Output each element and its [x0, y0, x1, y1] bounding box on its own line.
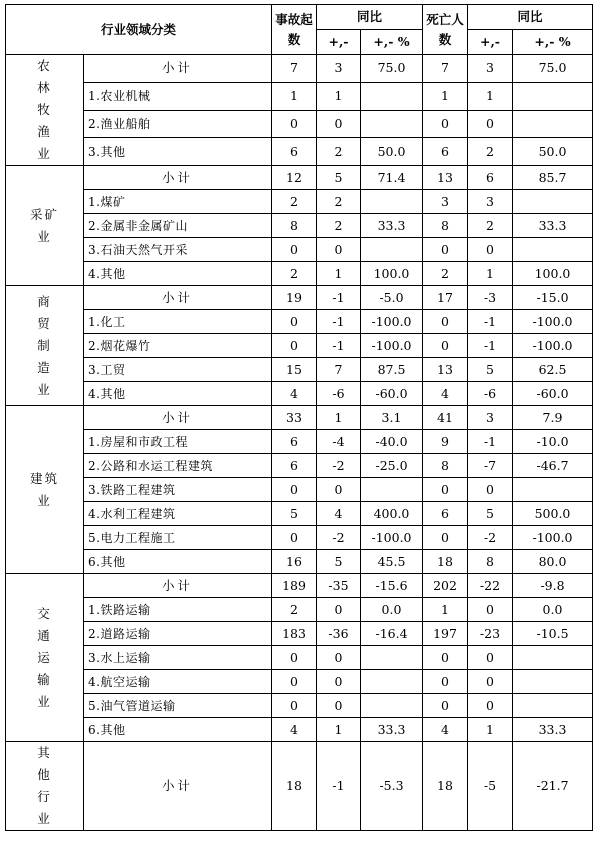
deaths-change-pct-cell: -10.5: [513, 622, 593, 646]
table-row: [6, 214, 593, 238]
deaths-change-cell: -3: [468, 286, 513, 310]
header-accidents: 事故起数: [272, 5, 317, 55]
subtotal-row: [6, 286, 593, 310]
deaths-cell: 8: [423, 454, 468, 478]
accidents-change-pct-cell: 100.0: [361, 262, 423, 286]
accidents-change-cell: -1: [317, 310, 361, 334]
deaths-change-pct-cell: [513, 670, 593, 694]
deaths-change-pct-cell: 33.3: [513, 718, 593, 742]
accidents-cell: 15: [272, 358, 317, 382]
deaths-change-pct-cell: -15.0: [513, 286, 593, 310]
subtotal-label: 小计: [84, 574, 272, 598]
subcategory-label: 2.烟花爆竹: [84, 334, 272, 358]
accidents-cell: 16: [272, 550, 317, 574]
deaths-change-pct-cell: [513, 238, 593, 262]
category-label: [6, 166, 84, 286]
deaths-cell: 6: [423, 138, 468, 166]
deaths-cell: 0: [423, 646, 468, 670]
deaths-change-pct-cell: [513, 82, 593, 110]
header-category: 行业领域分类: [6, 5, 272, 55]
accidents-change-pct-cell: [361, 478, 423, 502]
accidents-change-pct-cell: [361, 238, 423, 262]
deaths-change-pct-cell: -100.0: [513, 334, 593, 358]
deaths-cell: 0: [423, 310, 468, 334]
category-label-text: 交通运输业: [37, 605, 52, 709]
subcategory-label: 1.房屋和市政工程: [84, 430, 272, 454]
subcategory-label: 5.油气管道运输: [84, 694, 272, 718]
accidents-cell: 183: [272, 622, 317, 646]
accidents-change-cell: 2: [317, 138, 361, 166]
deaths-change-pct-cell: -60.0: [513, 382, 593, 406]
table-row: [6, 358, 593, 382]
accidents-change-cell: -2: [317, 454, 361, 478]
accidents-change-cell: 5: [317, 550, 361, 574]
subtotal-label: 小计: [84, 286, 272, 310]
deaths-change-pct-cell: [513, 646, 593, 670]
deaths-change-cell: -1: [468, 430, 513, 454]
table-row: [6, 190, 593, 214]
deaths-cell: 2: [423, 262, 468, 286]
subcategory-label: 6.其他: [84, 550, 272, 574]
accidents-cell: 189: [272, 574, 317, 598]
deaths-change-cell: 0: [468, 598, 513, 622]
accidents-cell: 2: [272, 598, 317, 622]
subcategory-label: 1.化工: [84, 310, 272, 334]
subtotal-row: [6, 742, 593, 831]
accidents-change-pct-cell: -15.6: [361, 574, 423, 598]
subcategory-label: 4.其他: [84, 382, 272, 406]
deaths-change-cell: -23: [468, 622, 513, 646]
accidents-change-pct-cell: 75.0: [361, 55, 423, 83]
subcategory-label: 4.水利工程建筑: [84, 502, 272, 526]
accidents-cell: 7: [272, 55, 317, 83]
accidents-change-cell: -1: [317, 286, 361, 310]
deaths-change-pct-cell: 500.0: [513, 502, 593, 526]
subcategory-label: 2.道路运输: [84, 622, 272, 646]
deaths-cell: 0: [423, 110, 468, 138]
accidents-cell: 6: [272, 454, 317, 478]
accidents-change-cell: -35: [317, 574, 361, 598]
deaths-change-cell: 0: [468, 670, 513, 694]
accidents-change-pct-cell: 45.5: [361, 550, 423, 574]
deaths-change-cell: -7: [468, 454, 513, 478]
deaths-change-cell: -1: [468, 310, 513, 334]
subtotal-row: [6, 55, 593, 83]
accidents-change-cell: 0: [317, 694, 361, 718]
subcategory-label: 2.金属非金属矿山: [84, 214, 272, 238]
accidents-change-cell: 5: [317, 166, 361, 190]
deaths-change-cell: 0: [468, 238, 513, 262]
accidents-cell: 5: [272, 502, 317, 526]
accidents-cell: 0: [272, 110, 317, 138]
deaths-change-cell: 6: [468, 166, 513, 190]
accidents-change-cell: -1: [317, 334, 361, 358]
deaths-change-pct-cell: -100.0: [513, 310, 593, 334]
table-row: [6, 622, 593, 646]
accidents-change-cell: 4: [317, 502, 361, 526]
table-row: [6, 382, 593, 406]
table-row: [6, 670, 593, 694]
deaths-cell: 0: [423, 238, 468, 262]
accidents-cell: 18: [272, 742, 317, 831]
header-deaths-yoy: 同比: [468, 5, 593, 30]
deaths-change-pct-cell: 62.5: [513, 358, 593, 382]
table-row: [6, 138, 593, 166]
subcategory-label: 1.农业机械: [84, 82, 272, 110]
subcategory-label: 3.工贸: [84, 358, 272, 382]
table-row: [6, 718, 593, 742]
deaths-change-cell: 3: [468, 406, 513, 430]
header-row-1: [6, 5, 593, 30]
deaths-change-pct-cell: 50.0: [513, 138, 593, 166]
category-label: [6, 406, 84, 574]
accidents-change-cell: 0: [317, 598, 361, 622]
accidents-change-cell: 3: [317, 55, 361, 83]
deaths-change-pct-cell: [513, 110, 593, 138]
category-label: [6, 286, 84, 406]
deaths-change-cell: 1: [468, 262, 513, 286]
deaths-cell: 13: [423, 358, 468, 382]
category-label-text: 农林牧渔业: [37, 58, 52, 161]
deaths-cell: 8: [423, 214, 468, 238]
deaths-change-pct-cell: 33.3: [513, 214, 593, 238]
deaths-cell: 3: [423, 190, 468, 214]
accidents-change-pct-cell: 50.0: [361, 138, 423, 166]
deaths-change-cell: -5: [468, 742, 513, 831]
deaths-change-pct-cell: [513, 190, 593, 214]
category-label: [6, 742, 84, 831]
accidents-cell: 0: [272, 334, 317, 358]
deaths-change-cell: 1: [468, 718, 513, 742]
deaths-change-cell: 3: [468, 55, 513, 83]
accidents-change-cell: 1: [317, 82, 361, 110]
accidents-cell: 6: [272, 430, 317, 454]
header-deaths-change: +,-: [468, 30, 513, 55]
subcategory-label: 2.渔业船舶: [84, 110, 272, 138]
accidents-cell: 19: [272, 286, 317, 310]
subtotal-label: 小计: [84, 166, 272, 190]
accidents-change-pct-cell: [361, 694, 423, 718]
accidents-change-pct-cell: -5.0: [361, 286, 423, 310]
accidents-change-cell: 1: [317, 262, 361, 286]
accidents-change-pct-cell: 33.3: [361, 214, 423, 238]
deaths-change-cell: -1: [468, 334, 513, 358]
accidents-change-cell: 0: [317, 478, 361, 502]
table-row: [6, 502, 593, 526]
deaths-cell: 0: [423, 694, 468, 718]
subcategory-label: 1.煤矿: [84, 190, 272, 214]
subtotal-row: [6, 406, 593, 430]
accidents-change-pct-cell: -60.0: [361, 382, 423, 406]
subcategory-label: 3.铁路工程建筑: [84, 478, 272, 502]
accidents-change-pct-cell: -5.3: [361, 742, 423, 831]
table-row: [6, 598, 593, 622]
deaths-cell: 41: [423, 406, 468, 430]
accidents-cell: 0: [272, 310, 317, 334]
table-row: [6, 334, 593, 358]
deaths-change-cell: -2: [468, 526, 513, 550]
category-label-text: 商贸制造业: [37, 293, 52, 397]
deaths-change-pct-cell: [513, 694, 593, 718]
deaths-change-pct-cell: -9.8: [513, 574, 593, 598]
deaths-cell: 18: [423, 550, 468, 574]
subcategory-label: 5.电力工程施工: [84, 526, 272, 550]
deaths-cell: 0: [423, 334, 468, 358]
deaths-cell: 0: [423, 670, 468, 694]
deaths-change-pct-cell: 7.9: [513, 406, 593, 430]
subtotal-label: 小计: [84, 55, 272, 83]
deaths-change-cell: -6: [468, 382, 513, 406]
deaths-cell: 13: [423, 166, 468, 190]
accidents-change-pct-cell: 33.3: [361, 718, 423, 742]
table-row: [6, 526, 593, 550]
deaths-change-pct-cell: 85.7: [513, 166, 593, 190]
subcategory-label: 3.石油天然气开采: [84, 238, 272, 262]
header-deaths-change-pct: +,- %: [513, 30, 593, 55]
header-accidents-change: +,-: [317, 30, 361, 55]
deaths-change-cell: 1: [468, 82, 513, 110]
accidents-cell: 33: [272, 406, 317, 430]
accidents-change-pct-cell: -16.4: [361, 622, 423, 646]
deaths-change-pct-cell: -21.7: [513, 742, 593, 831]
deaths-cell: 9: [423, 430, 468, 454]
accidents-change-pct-cell: [361, 110, 423, 138]
category-label-text: 其他行业: [37, 745, 52, 826]
accidents-change-cell: -36: [317, 622, 361, 646]
accidents-change-pct-cell: 87.5: [361, 358, 423, 382]
deaths-change-pct-cell: [513, 478, 593, 502]
accidents-change-pct-cell: 400.0: [361, 502, 423, 526]
accidents-change-pct-cell: 0.0: [361, 598, 423, 622]
accidents-change-cell: -1: [317, 742, 361, 831]
subcategory-label: 4.其他: [84, 262, 272, 286]
subtotal-row: [6, 574, 593, 598]
table-row: [6, 550, 593, 574]
category-label: [6, 574, 84, 742]
accidents-change-cell: 0: [317, 238, 361, 262]
table-row: [6, 478, 593, 502]
deaths-cell: 18: [423, 742, 468, 831]
accidents-change-pct-cell: -100.0: [361, 334, 423, 358]
category-label: [6, 55, 84, 166]
deaths-change-cell: 5: [468, 502, 513, 526]
table-row: [6, 694, 593, 718]
accidents-cell: 2: [272, 190, 317, 214]
accidents-change-cell: 0: [317, 110, 361, 138]
table-row: [6, 262, 593, 286]
deaths-change-pct-cell: -100.0: [513, 526, 593, 550]
accidents-change-pct-cell: 71.4: [361, 166, 423, 190]
accidents-change-pct-cell: -100.0: [361, 526, 423, 550]
deaths-change-pct-cell: 75.0: [513, 55, 593, 83]
accidents-change-pct-cell: -40.0: [361, 430, 423, 454]
accidents-change-cell: 1: [317, 406, 361, 430]
accidents-cell: 0: [272, 526, 317, 550]
subcategory-label: 2.公路和水运工程建筑: [84, 454, 272, 478]
accidents-change-cell: -6: [317, 382, 361, 406]
deaths-change-cell: 8: [468, 550, 513, 574]
accidents-cell: 1: [272, 82, 317, 110]
accidents-change-pct-cell: -25.0: [361, 454, 423, 478]
accidents-change-pct-cell: [361, 190, 423, 214]
accident-statistics-table: [5, 4, 593, 831]
accidents-cell: 0: [272, 694, 317, 718]
accidents-cell: 0: [272, 646, 317, 670]
deaths-cell: 4: [423, 382, 468, 406]
table-row: [6, 430, 593, 454]
table-row: [6, 238, 593, 262]
deaths-cell: 4: [423, 718, 468, 742]
accidents-change-pct-cell: -100.0: [361, 310, 423, 334]
category-label-text: 建筑业: [29, 470, 59, 508]
subcategory-label: 4.航空运输: [84, 670, 272, 694]
accidents-cell: 0: [272, 478, 317, 502]
subtotal-label: 小计: [84, 742, 272, 831]
table-row: [6, 110, 593, 138]
header-accidents-change-pct: +,- %: [361, 30, 423, 55]
accidents-cell: 8: [272, 214, 317, 238]
deaths-change-cell: 0: [468, 646, 513, 670]
deaths-change-pct-cell: 0.0: [513, 598, 593, 622]
category-label-text: 采矿业: [29, 206, 59, 244]
deaths-cell: 6: [423, 502, 468, 526]
accidents-cell: 4: [272, 718, 317, 742]
deaths-cell: 197: [423, 622, 468, 646]
deaths-change-cell: 0: [468, 110, 513, 138]
subcategory-label: 6.其他: [84, 718, 272, 742]
table-row: [6, 82, 593, 110]
accidents-change-cell: 7: [317, 358, 361, 382]
accidents-change-cell: 0: [317, 670, 361, 694]
accidents-change-cell: 2: [317, 190, 361, 214]
subcategory-label: 3.水上运输: [84, 646, 272, 670]
header-accidents-yoy: 同比: [317, 5, 423, 30]
subcategory-label: 3.其他: [84, 138, 272, 166]
accidents-cell: 4: [272, 382, 317, 406]
deaths-change-cell: 3: [468, 190, 513, 214]
deaths-change-pct-cell: -46.7: [513, 454, 593, 478]
deaths-change-cell: 2: [468, 138, 513, 166]
accidents-change-pct-cell: [361, 670, 423, 694]
deaths-change-cell: 5: [468, 358, 513, 382]
deaths-change-pct-cell: 100.0: [513, 262, 593, 286]
accidents-change-cell: -4: [317, 430, 361, 454]
accidents-cell: 2: [272, 262, 317, 286]
accidents-change-cell: 0: [317, 646, 361, 670]
deaths-change-cell: 0: [468, 478, 513, 502]
accidents-cell: 0: [272, 670, 317, 694]
deaths-cell: 202: [423, 574, 468, 598]
subtotal-label: 小计: [84, 406, 272, 430]
deaths-change-pct-cell: 80.0: [513, 550, 593, 574]
table-row: [6, 646, 593, 670]
deaths-cell: 17: [423, 286, 468, 310]
accidents-cell: 6: [272, 138, 317, 166]
accidents-change-cell: -2: [317, 526, 361, 550]
table-row: [6, 310, 593, 334]
deaths-change-cell: 2: [468, 214, 513, 238]
subcategory-label: 1.铁路运输: [84, 598, 272, 622]
table-body: [6, 55, 593, 831]
accidents-change-pct-cell: 3.1: [361, 406, 423, 430]
subtotal-row: [6, 166, 593, 190]
deaths-change-cell: 0: [468, 694, 513, 718]
deaths-change-cell: -22: [468, 574, 513, 598]
statistics-table-container: [5, 4, 593, 831]
accidents-cell: 12: [272, 166, 317, 190]
accidents-change-pct-cell: [361, 82, 423, 110]
deaths-cell: 0: [423, 478, 468, 502]
table-row: [6, 454, 593, 478]
deaths-cell: 1: [423, 82, 468, 110]
deaths-cell: 0: [423, 526, 468, 550]
deaths-change-pct-cell: -10.0: [513, 430, 593, 454]
accidents-change-cell: 1: [317, 718, 361, 742]
accidents-change-pct-cell: [361, 646, 423, 670]
deaths-cell: 7: [423, 55, 468, 83]
header-deaths: 死亡人数: [423, 5, 468, 55]
accidents-cell: 0: [272, 238, 317, 262]
accidents-change-cell: 2: [317, 214, 361, 238]
deaths-cell: 1: [423, 598, 468, 622]
